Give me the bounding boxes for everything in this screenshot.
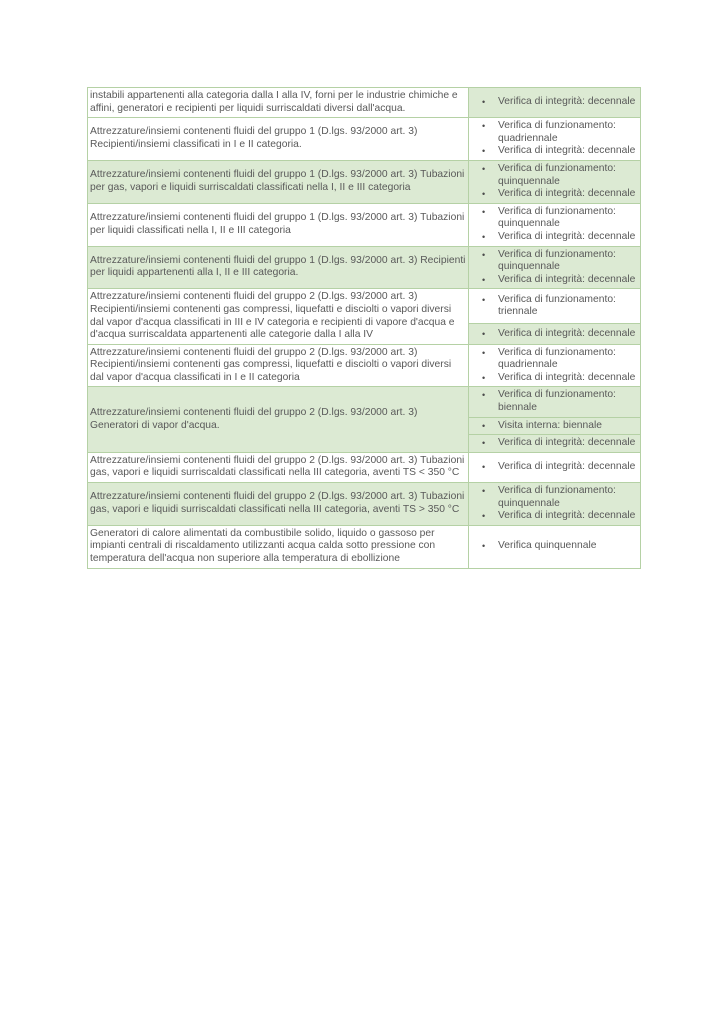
bullet-icon: • [482, 541, 486, 552]
periodicity-cell [469, 289, 641, 324]
bullet-icon: • [482, 438, 486, 449]
table-row [88, 344, 641, 387]
periodicity-list-item [471, 249, 638, 274]
equipment-description-cell [88, 160, 469, 203]
bullet-icon: • [482, 97, 486, 108]
bullet-icon: • [482, 189, 486, 200]
bullet-icon: • [482, 486, 486, 497]
periodicity-list-item [471, 437, 638, 450]
equipment-description-text: Generatori di calore alimentati da combustibile solido, liquido o gassoso per impianti centrali di riscaldamento utilizzanti acqua calda sotto pressione con temperatura dell'acqua non superiore alla temperatura di ebollizione [90, 527, 436, 564]
periodicity-text: Verifica quinquennale [498, 540, 597, 552]
periodicity-cell [469, 525, 641, 568]
periodicity-cell [469, 246, 641, 289]
bullet-icon: • [482, 511, 486, 522]
periodicity-text: Verifica di funzionamento: biennale [498, 389, 616, 414]
periodicity-text: Verifica di integrità: decennale [498, 510, 636, 522]
periodicity-cell [469, 387, 641, 417]
periodicity-text: Verifica di integrità: decennale [498, 371, 636, 383]
bullet-icon: • [482, 328, 486, 339]
equipment-description-text: Attrezzature/insiemi contenenti fluidi del gruppo 1 (D.lgs. 93/2000 art. 3) Tubazioni per gas, vapori e liquidi surriscaldati classificati nella I, II e III categoria [90, 169, 465, 193]
equipment-description-cell [88, 344, 469, 387]
periodicity-list-item [471, 188, 638, 201]
equipment-description-text: Attrezzature/insiemi contenenti fluidi del gruppo 2 (D.lgs. 93/2000 art. 3) Tubazioni gas, vapori e liquidi surriscaldati classificati nella III categoria, aventi TS < 350 °C [90, 454, 465, 479]
table-row [88, 452, 641, 482]
periodicity-text: Verifica di funzionamento: triennale [498, 293, 616, 318]
bullet-icon: • [482, 146, 486, 157]
equipment-description-cell [88, 118, 469, 161]
bullet-icon: • [482, 347, 486, 358]
periodicity-list-item [471, 347, 638, 372]
periodicity-cell [469, 344, 641, 387]
periodicity-list-item [471, 510, 638, 523]
equipment-description-cell [88, 88, 469, 118]
periodicity-text: Verifica di integrità: decennale [498, 188, 636, 200]
periodicity-cell [469, 417, 641, 435]
bullet-icon: • [482, 294, 486, 305]
periodicity-text: Verifica di integrità: decennale [498, 96, 636, 108]
periodicity-cell [469, 88, 641, 118]
equipment-description-cell [88, 483, 469, 526]
periodicity-text: Verifica di funzionamento: quadriennale [498, 346, 616, 371]
periodicity-list-item [471, 231, 638, 244]
table-row [88, 118, 641, 161]
bullet-icon: • [482, 274, 486, 285]
table-row [88, 289, 641, 324]
equipment-description-text: Attrezzature/insiemi contenenti fluidi del gruppo 2 (D.lgs. 93/2000 art. 3) Recipienti/insiemi contenenti gas compressi, liquefatti e disciolti o vapori diversi dal vapor d'acqua classificati in III e IV categoria e recipienti di vapore d'acqua e d'acqua surriscaldata appartenenti alle categorie dalla I alla IV [90, 291, 455, 341]
equipment-description-text: Attrezzature/insiemi contenenti fluidi del gruppo 2 (D.lgs. 93/2000 art. 3) Generatori di vapor d'acqua. [90, 407, 418, 431]
periodicity-cell [469, 435, 641, 453]
periodicity-cell [469, 118, 641, 161]
periodicity-text: Verifica di integrità: decennale [498, 327, 636, 339]
periodicity-cell [469, 483, 641, 526]
periodicity-text: Verifica di integrità: decennale [498, 273, 636, 285]
equipment-description-cell [88, 203, 469, 246]
periodicity-list-item [471, 461, 638, 474]
periodicity-text: Visita interna: biennale [498, 419, 602, 431]
bullet-icon: • [482, 249, 486, 260]
bullet-icon: • [482, 163, 486, 174]
equipment-description-text: Attrezzature/insiemi contenenti fluidi del gruppo 1 (D.lgs. 93/2000 art. 3) Tubazioni per liquidi classificati nella I, II e III categoria [90, 212, 465, 236]
periodicity-list-item [471, 206, 638, 231]
equipment-description-text: Attrezzature/insiemi contenenti fluidi del gruppo 1 (D.lgs. 93/2000 art. 3) Recipienti per liquidi appartenenti alla I, II e III categoria. [90, 254, 466, 279]
bullet-icon: • [482, 121, 486, 132]
periodicity-text: Verifica di integrità: decennale [498, 461, 636, 473]
bullet-icon: • [482, 231, 486, 242]
table-row [88, 160, 641, 203]
equipment-description-cell [88, 452, 469, 482]
periodicity-list-item [471, 120, 638, 145]
periodicity-cell [469, 324, 641, 344]
bullet-icon: • [482, 390, 486, 401]
periodicity-text: Verifica di funzionamento: quinquennale [498, 162, 616, 187]
table-row [88, 387, 641, 417]
equipment-description-cell [88, 289, 469, 344]
periodicity-list-item [471, 372, 638, 385]
table-row [88, 88, 641, 118]
periodicity-list-item [471, 420, 638, 433]
equipment-description-text: Attrezzature/insiemi contenenti fluidi del gruppo 2 (D.lgs. 93/2000 art. 3) Recipienti/insiemi contenenti gas compressi, liquefatti e disciolti o vapori diversi dal vapor d'acqua classificati in I e II categoria [90, 346, 452, 383]
periodicity-list-item [471, 274, 638, 287]
periodicity-text: Verifica di integrità: decennale [498, 145, 636, 157]
periodicity-list-item [471, 389, 638, 414]
periodicity-list-item [471, 145, 638, 158]
equipment-description-text: Attrezzature/insiemi contenenti fluidi del gruppo 1 (D.lgs. 93/2000 art. 3) Recipienti/insiemi classificati in I e II categoria. [90, 126, 418, 151]
periodicity-text: Verifica di integrità: decennale [498, 230, 636, 242]
periodicity-cell [469, 160, 641, 203]
bullet-icon: • [482, 372, 486, 383]
periodicity-text: Verifica di funzionamento: quinquennale [498, 205, 616, 230]
table-body [88, 88, 641, 569]
equipment-description-cell [88, 387, 469, 452]
periodicity-cell [469, 452, 641, 482]
bullet-icon: • [482, 420, 486, 431]
equipment-description-text: instabili appartenenti alla categoria dalla I alla IV, forni per le industrie chimiche e affini, generatori e recipienti per liquidi surriscaldati diversi dall'acqua. [90, 90, 458, 114]
periodicity-text: Verifica di funzionamento: quinquennale [498, 248, 616, 273]
bullet-icon: • [482, 462, 486, 473]
periodicity-text: Verifica di integrità: decennale [498, 437, 636, 449]
bullet-icon: • [482, 206, 486, 217]
verification-periodicity-table [87, 87, 641, 569]
periodicity-text: Verifica di funzionamento: quinquennale [498, 485, 616, 509]
equipment-description-cell [88, 246, 469, 289]
table-row [88, 203, 641, 246]
periodicity-list-item [471, 540, 638, 553]
periodicity-list-item [471, 328, 638, 341]
periodicity-cell [469, 203, 641, 246]
equipment-description-text: Attrezzature/insiemi contenenti fluidi del gruppo 2 (D.lgs. 93/2000 art. 3) Tubazioni gas, vapori e liquidi surriscaldati classificati nella III categoria, aventi TS > 350 °C [90, 491, 465, 515]
table-row [88, 525, 641, 568]
table-row [88, 246, 641, 289]
periodicity-list-item [471, 485, 638, 510]
table-row [88, 483, 641, 526]
periodicity-list-item [471, 294, 638, 319]
periodicity-list-item [471, 163, 638, 188]
periodicity-list-item [471, 96, 638, 109]
periodicity-text: Verifica di funzionamento: quadriennale [498, 120, 616, 144]
equipment-description-cell [88, 525, 469, 568]
